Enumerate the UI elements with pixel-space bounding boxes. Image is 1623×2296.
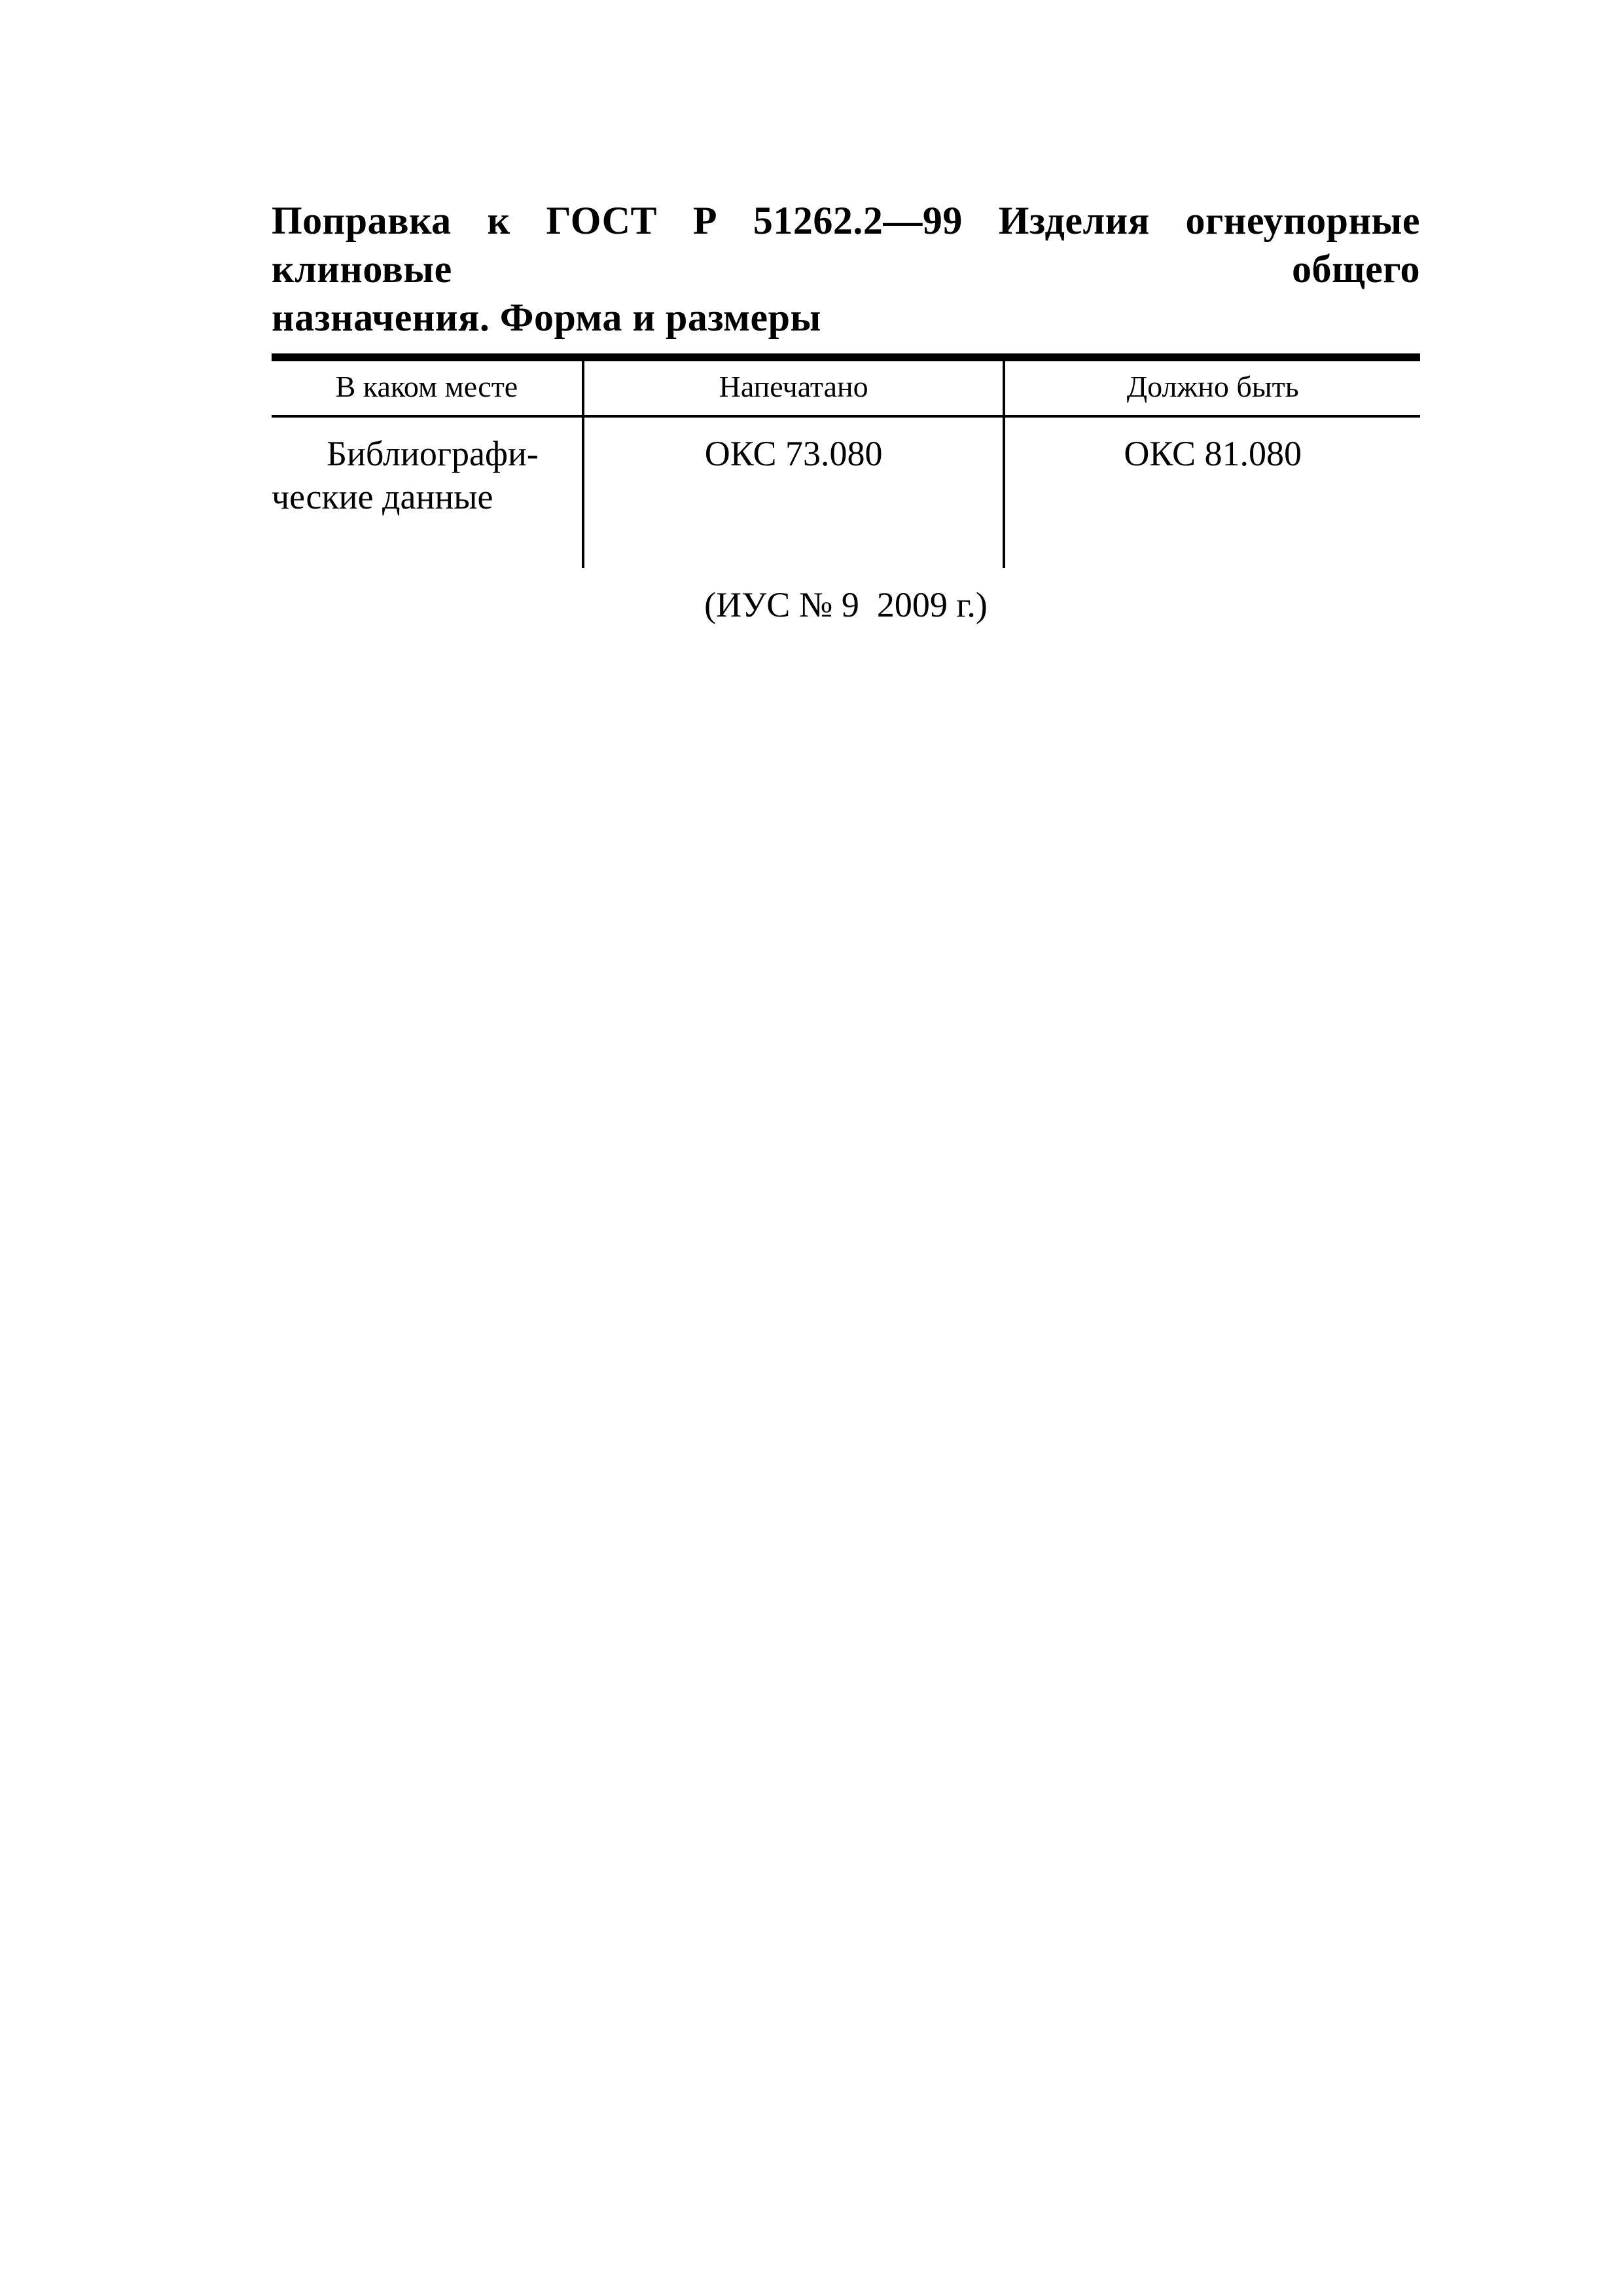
header-cell-printed: Напечатано bbox=[582, 361, 1006, 418]
document-content bbox=[272, 196, 1420, 626]
title-line-2: назначения. Форма и размеры bbox=[272, 296, 821, 339]
row-cell-printed: ОКС 73.080 bbox=[582, 418, 1006, 568]
title-line-1: Поправка к ГОСТ Р 51262.2—99 Изделия огнеупорные клиновые общего bbox=[272, 199, 1420, 291]
row-cell-should-be: ОКС 81.080 bbox=[1124, 434, 1302, 473]
header-cell-location: В каком месте bbox=[272, 361, 582, 418]
header-cell-should-be: Должно быть bbox=[1005, 361, 1420, 418]
location-line-2: ческие данные bbox=[272, 477, 493, 516]
location-line-1: Библиографи- bbox=[327, 434, 539, 473]
correction-table bbox=[272, 353, 1420, 568]
publication-note: (ИУС № 9 2009 г.) bbox=[704, 585, 988, 624]
row-cell-location bbox=[272, 418, 582, 568]
document-title bbox=[272, 196, 1420, 342]
